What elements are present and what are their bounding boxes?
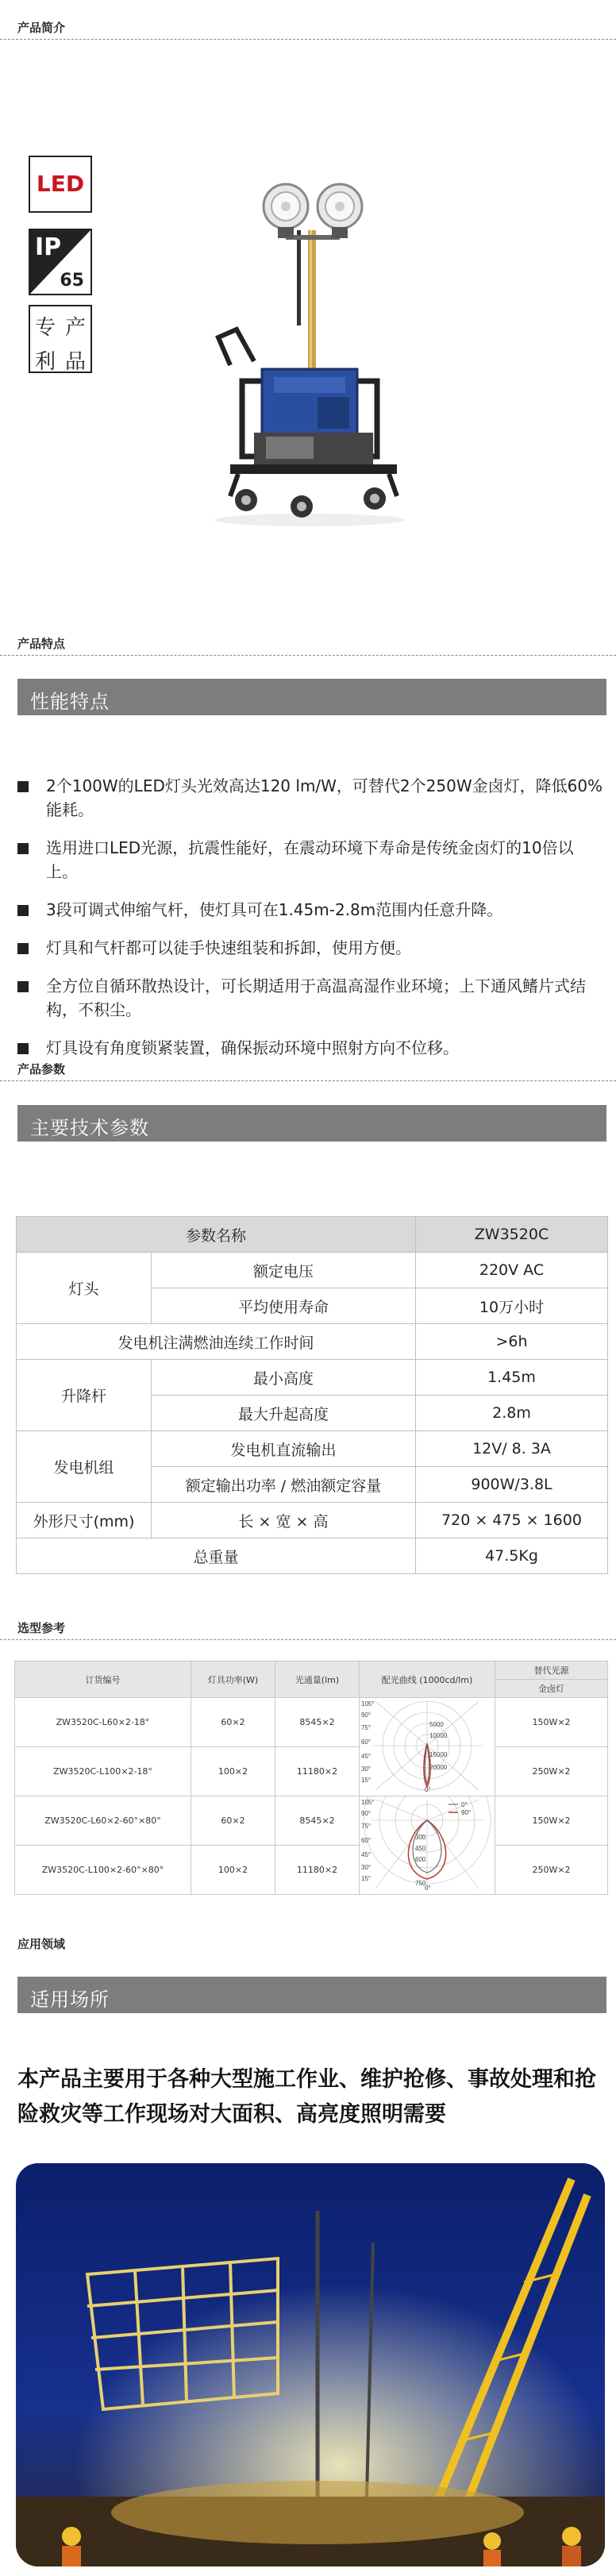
- feature-item: 全方位自循环散热设计，可长期适用于高温高湿作业环境；上下通风鳍片式结构，不积尘。: [17, 974, 605, 1022]
- feature-list: [17, 774, 605, 1074]
- table-row: 参数名称 ZW3520C: [17, 1217, 608, 1253]
- feature-item: 灯具设有角度锁紧装置，确保振动环境中照射方向不位移。: [17, 1036, 605, 1060]
- selection-table: [14, 1661, 608, 1895]
- svg-text:105°: 105°: [361, 1799, 375, 1806]
- application-photo: [16, 2163, 605, 2566]
- table-row: 外形尺寸(mm) 长 × 宽 × 高 720 × 475 × 1600: [17, 1503, 608, 1538]
- table-row: 升降杆 最小高度 1.45m: [17, 1360, 608, 1396]
- bullet-icon: [17, 943, 29, 954]
- section-header-intro: [0, 13, 616, 40]
- feature-item: 2个100W的LED灯头光效高达120 lm/W，可替代2个250W金卤灯，降低60%能耗。: [17, 774, 605, 822]
- feature-item: 选用进口LED光源，抗震性能好，在震动环境下寿命是传统金卤灯的10倍以上。: [17, 836, 605, 884]
- ip65-badge: IP 65: [29, 229, 92, 295]
- feature-item: 灯具和气杆都可以徒手快速组装和拆卸，使用方便。: [17, 936, 605, 960]
- table-row: 最大升起高度 2.8m: [17, 1396, 608, 1431]
- table-row: 总重量 47.5Kg: [17, 1538, 608, 1574]
- table-row: 发电机注满燃油连续工作时间 >6h: [17, 1324, 608, 1360]
- light-curve-wide: [360, 1796, 495, 1895]
- table-row: ZW3520C-L60×2-60°×80° 60×2 8545×2 105° 90° 75° 60° 45° 30° 15° 0° 300 450 600 750 0° 90° 150W×2: [15, 1796, 608, 1846]
- table-row: 平均使用寿命 10万小时: [17, 1288, 608, 1324]
- table-row: 订货编号 灯具功率(W) 光通量(lm) 配光曲线 (1000cd/lm) 替代光源: [15, 1662, 608, 1680]
- table-row: ZW3520C-L100×2-60°×80° 100×2 11180×2 250W×2: [15, 1846, 608, 1895]
- application-description: 本产品主要用于各种大型施工作业、维护抢修、事故处理和抢险救灾等工作现场对大面积、高亮度照明需要: [17, 2067, 596, 2127]
- svg-text:20000: 20000: [429, 1764, 448, 1771]
- led-badge: LED: [29, 156, 92, 213]
- feature-item: 3段可调式伸缩气杆，使灯具可在1.45m-2.8m范围内任意升降。: [17, 898, 605, 922]
- svg-text:0°: 0°: [461, 1801, 468, 1808]
- patent-badge: 专 产 利 品: [29, 305, 92, 373]
- svg-text:600: 600: [415, 1856, 426, 1863]
- section-title: 产品参数: [17, 1062, 66, 1076]
- svg-text:75°: 75°: [361, 1724, 372, 1731]
- section-title: 应用领域: [17, 1937, 66, 1951]
- svg-text:750: 750: [415, 1880, 426, 1887]
- table-row: 金卤灯: [15, 1680, 608, 1698]
- svg-text:15000: 15000: [429, 1751, 448, 1758]
- svg-text:75°: 75°: [361, 1823, 372, 1830]
- section-header-selection: [0, 1613, 616, 1640]
- svg-text:45°: 45°: [361, 1851, 372, 1858]
- banner-application: 适用场所: [17, 1977, 606, 2013]
- svg-text:10000: 10000: [429, 1732, 448, 1739]
- table-row: 灯头 额定电压 220V AC: [17, 1253, 608, 1288]
- svg-text:5000: 5000: [429, 1721, 444, 1728]
- section-header-application: [0, 1929, 616, 1956]
- svg-text:90°: 90°: [361, 1810, 372, 1817]
- bullet-icon: [17, 981, 29, 992]
- section-title: 产品简介: [17, 21, 66, 35]
- section-title: 产品特点: [17, 637, 66, 651]
- bullet-icon: [17, 905, 29, 916]
- section-title: 选型参考: [17, 1621, 66, 1635]
- banner-features: 性能特点: [17, 679, 606, 715]
- section-header-params: [0, 1054, 616, 1081]
- banner-params: 主要技术参数: [17, 1105, 606, 1142]
- svg-text:300: 300: [415, 1834, 426, 1841]
- svg-text:450: 450: [415, 1845, 426, 1852]
- svg-text:60°: 60°: [361, 1739, 372, 1746]
- table-row: ZW3520C-L100×2-18° 100×2 11180×2 250W×2: [15, 1747, 608, 1796]
- svg-text:30°: 30°: [361, 1765, 372, 1773]
- spec-table: [16, 1216, 608, 1574]
- svg-text:60°: 60°: [361, 1837, 372, 1844]
- table-row: 发电机组 发电机直流输出 12V/ 8. 3A: [17, 1431, 608, 1467]
- svg-text:105°: 105°: [361, 1700, 375, 1708]
- section-header-features: [0, 629, 616, 656]
- svg-text:30°: 30°: [361, 1864, 372, 1871]
- svg-text:90°: 90°: [461, 1809, 472, 1816]
- bullet-icon: [17, 781, 29, 792]
- bullet-icon: [17, 843, 29, 854]
- table-row: 额定输出功率 / 燃油额定容量 900W/3.8L: [17, 1467, 608, 1503]
- bullet-icon: [17, 1043, 29, 1054]
- svg-text:45°: 45°: [361, 1753, 372, 1760]
- table-row: ZW3520C-L60×2-18° 60×2 8545×2 105° 90° 75° 60° 45° 30° 15° 0° 5000 10000 15000 20000 150W×2: [15, 1698, 608, 1747]
- svg-text:0°: 0°: [425, 1885, 431, 1892]
- light-curve-narrow: [360, 1698, 495, 1796]
- svg-text:15°: 15°: [361, 1777, 372, 1784]
- product-image: [198, 159, 437, 532]
- svg-text:15°: 15°: [361, 1875, 372, 1882]
- svg-text:90°: 90°: [361, 1712, 372, 1719]
- svg-text:0°: 0°: [425, 1786, 431, 1793]
